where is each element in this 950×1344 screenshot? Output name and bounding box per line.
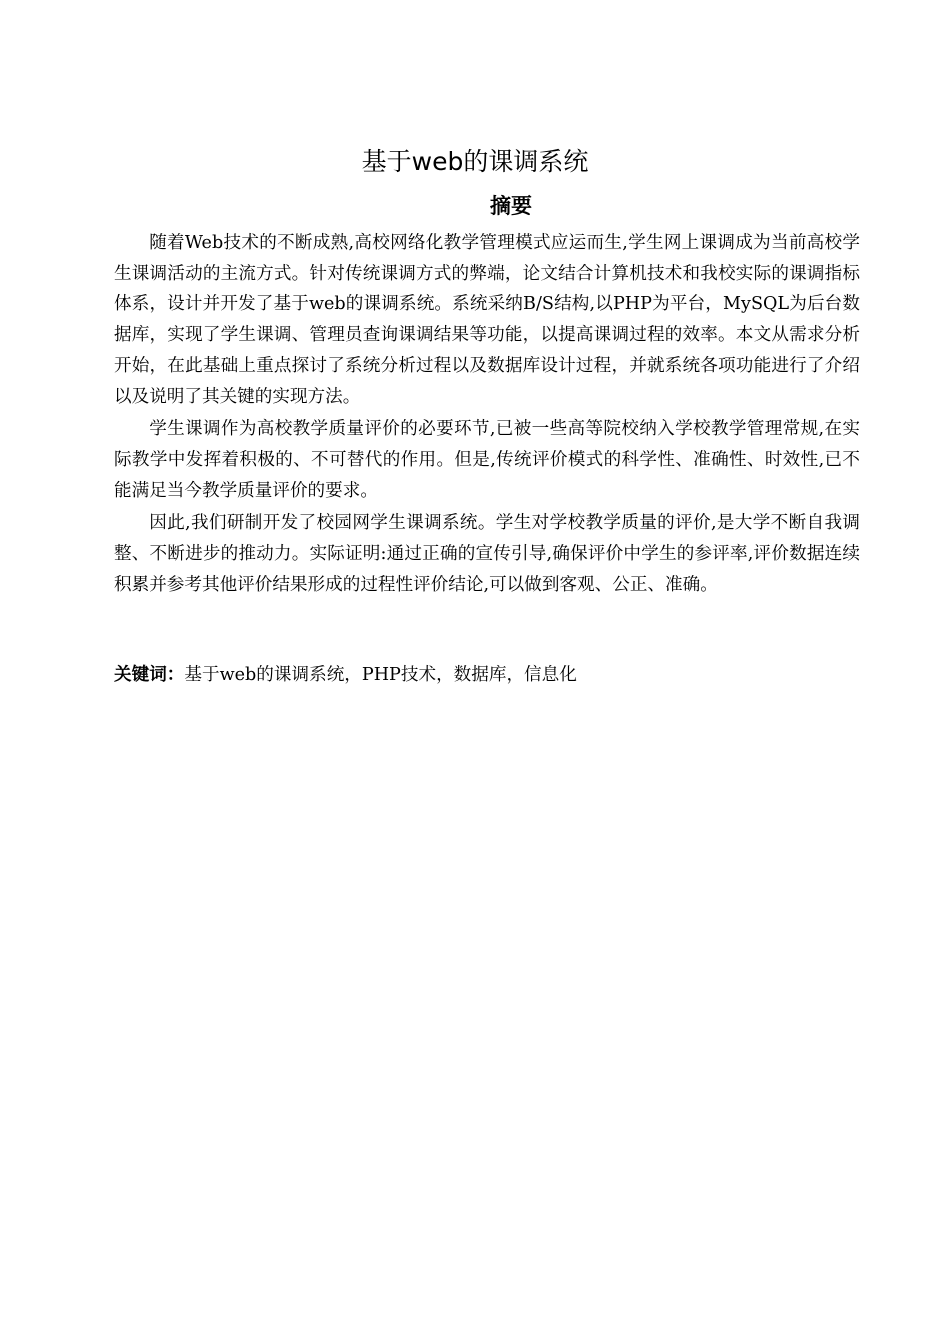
abstract-heading: 摘要 [490, 194, 532, 218]
abstract-body [114, 228, 860, 602]
document-title: 基于web的课调系统 [361, 147, 589, 176]
keywords-label: 关键词： [114, 665, 185, 685]
abstract-paragraph-3: 因此,我们研制开发了校园网学生课调系统。学生对学校教学质量的评价,是大学不断自我调整、不断进步的推动力。实际证明:通过正确的宣传引导,确保评价中学生的参评率,评价数据连续积累并参考其他评价结果形成的过程性评价结论,可以做到客观、公正、准确。 [114, 513, 860, 595]
abstract-paragraph-2: 学生课调作为高校教学质量评价的必要环节,已被一些高等院校纳入学校教学管理常规,在实际教学中发挥着积极的、不可替代的作用。但是,传统评价模式的科学性、准确性、时效性,已不能满足当今教学质量评价的要求。 [114, 419, 860, 501]
keywords-text: 基于web的课调系统，PHP技术，数据库，信息化 [184, 665, 577, 685]
abstract-paragraph-1: 随着Web技术的不断成熟,高校网络化教学管理模式应运而生,学生网上课调成为当前高校学生课调活动的主流方式。针对传统课调方式的弊端，论文结合计算机技术和我校实际的课调指标体系，设计并开发了基于web的课调系统。系统采纳B/S结构,以PHP为平台，MySQL为后台数据库，实现了学生课调、管理员查询课调结果等功能，以提高课调过程的效率。本文从需求分析开始，在此基础上重点探讨了系统分析过程以及数据库设计过程，并就系统各项功能进行了介绍以及说明了其关键的实现方法。 [114, 233, 860, 407]
keywords-line [114, 660, 860, 690]
